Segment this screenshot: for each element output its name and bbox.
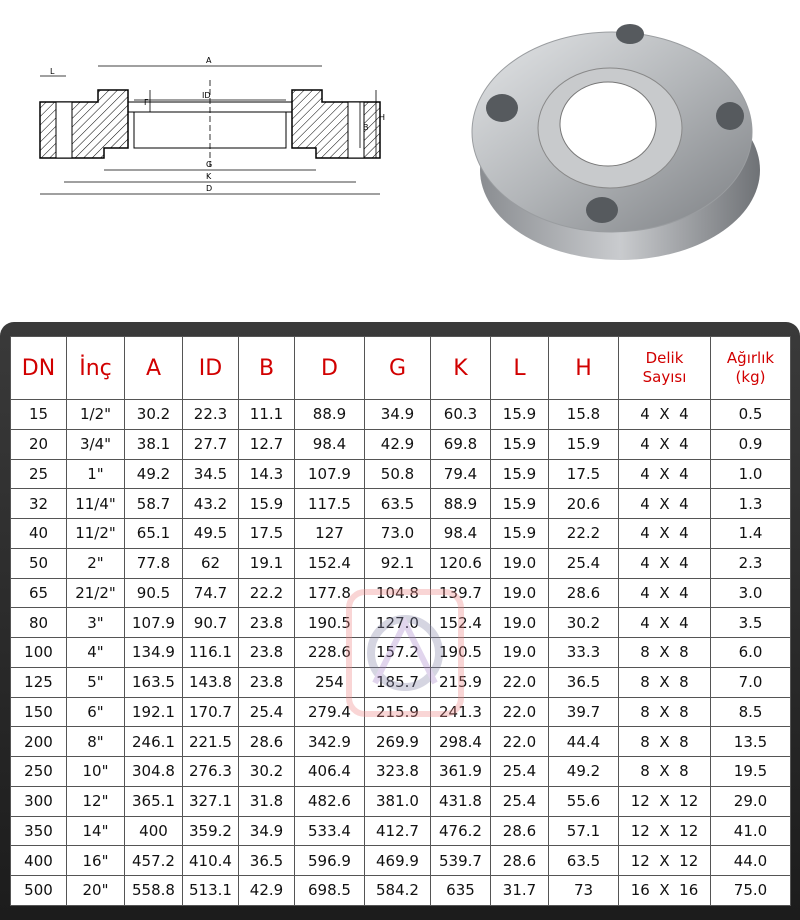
cell-g: 412.7 bbox=[365, 816, 431, 846]
header-delik-sayisi bbox=[619, 337, 711, 400]
dim-label-k: K bbox=[206, 172, 212, 181]
cell-g: 73.0 bbox=[365, 519, 431, 549]
cell-agirlik: 1.0 bbox=[711, 459, 791, 489]
cell-dn: 32 bbox=[11, 489, 67, 519]
cell-a: 65.1 bbox=[125, 519, 183, 549]
cell-h: 39.7 bbox=[549, 697, 619, 727]
cell-h: 49.2 bbox=[549, 757, 619, 787]
cell-id: 49.5 bbox=[183, 519, 239, 549]
cell-d: 279.4 bbox=[295, 697, 365, 727]
cell-delik-sayisi: 12 X 12 bbox=[619, 816, 711, 846]
cell-d: 533.4 bbox=[295, 816, 365, 846]
cell-agirlik: 1.4 bbox=[711, 519, 791, 549]
table-row bbox=[11, 578, 791, 608]
cell-agirlik: 1.3 bbox=[711, 489, 791, 519]
cell-delik-sayisi: 4 X 4 bbox=[619, 400, 711, 430]
cell-delik-sayisi: 4 X 4 bbox=[619, 608, 711, 638]
dim-label-g: G bbox=[206, 160, 213, 169]
table-row bbox=[11, 816, 791, 846]
cell-b: 30.2 bbox=[239, 757, 295, 787]
cell-id: 143.8 bbox=[183, 667, 239, 697]
cell-g: 63.5 bbox=[365, 489, 431, 519]
cell-b: 31.8 bbox=[239, 786, 295, 816]
cell-id: 43.2 bbox=[183, 489, 239, 519]
cell-l: 15.9 bbox=[491, 519, 549, 549]
cell-inc: 6" bbox=[67, 697, 125, 727]
cell-l: 22.0 bbox=[491, 697, 549, 727]
header-delik-line2: Sayısı bbox=[642, 368, 687, 386]
flange-product-image bbox=[462, 20, 762, 265]
cell-a: 134.9 bbox=[125, 638, 183, 668]
cell-b: 12.7 bbox=[239, 429, 295, 459]
cell-dn: 25 bbox=[11, 459, 67, 489]
cell-id: 27.7 bbox=[183, 429, 239, 459]
cell-g: 50.8 bbox=[365, 459, 431, 489]
cell-k: 69.8 bbox=[431, 429, 491, 459]
cell-d: 698.5 bbox=[295, 876, 365, 906]
cell-k: 120.6 bbox=[431, 548, 491, 578]
cell-dn: 125 bbox=[11, 667, 67, 697]
cell-agirlik: 29.0 bbox=[711, 786, 791, 816]
cell-inc: 20" bbox=[67, 876, 125, 906]
cell-h: 44.4 bbox=[549, 727, 619, 757]
header-d: D bbox=[295, 337, 365, 400]
cell-k: 60.3 bbox=[431, 400, 491, 430]
cell-b: 28.6 bbox=[239, 727, 295, 757]
cell-g: 104.8 bbox=[365, 578, 431, 608]
cell-delik-sayisi: 8 X 8 bbox=[619, 697, 711, 727]
cell-inc: 11/4" bbox=[67, 489, 125, 519]
cell-dn: 100 bbox=[11, 638, 67, 668]
cell-id: 34.5 bbox=[183, 459, 239, 489]
cell-delik-sayisi: 8 X 8 bbox=[619, 757, 711, 787]
cell-g: 381.0 bbox=[365, 786, 431, 816]
cell-l: 15.9 bbox=[491, 459, 549, 489]
cell-dn: 250 bbox=[11, 757, 67, 787]
cell-b: 11.1 bbox=[239, 400, 295, 430]
table-row bbox=[11, 608, 791, 638]
cell-inc: 5" bbox=[67, 667, 125, 697]
cell-d: 107.9 bbox=[295, 459, 365, 489]
cell-h: 25.4 bbox=[549, 548, 619, 578]
cell-d: 177.8 bbox=[295, 578, 365, 608]
cell-dn: 80 bbox=[11, 608, 67, 638]
cell-id: 116.1 bbox=[183, 638, 239, 668]
cell-dn: 300 bbox=[11, 786, 67, 816]
cell-inc: 11/2" bbox=[67, 519, 125, 549]
cell-dn: 15 bbox=[11, 400, 67, 430]
cell-h: 55.6 bbox=[549, 786, 619, 816]
cell-a: 30.2 bbox=[125, 400, 183, 430]
dim-label-h: H bbox=[379, 113, 386, 122]
dim-label-b: B bbox=[363, 123, 369, 132]
cell-k: 298.4 bbox=[431, 727, 491, 757]
header-b: B bbox=[239, 337, 295, 400]
header-h: H bbox=[549, 337, 619, 400]
cell-h: 73 bbox=[549, 876, 619, 906]
cell-id: 62 bbox=[183, 548, 239, 578]
table-row bbox=[11, 876, 791, 906]
cell-k: 98.4 bbox=[431, 519, 491, 549]
cell-b: 23.8 bbox=[239, 667, 295, 697]
cell-agirlik: 41.0 bbox=[711, 816, 791, 846]
cell-b: 42.9 bbox=[239, 876, 295, 906]
header-id: ID bbox=[183, 337, 239, 400]
cell-g: 469.9 bbox=[365, 846, 431, 876]
cell-l: 28.6 bbox=[491, 846, 549, 876]
cell-d: 88.9 bbox=[295, 400, 365, 430]
cell-agirlik: 8.5 bbox=[711, 697, 791, 727]
cell-delik-sayisi: 4 X 4 bbox=[619, 429, 711, 459]
cell-k: 139.7 bbox=[431, 578, 491, 608]
cell-agirlik: 0.5 bbox=[711, 400, 791, 430]
cell-agirlik: 3.0 bbox=[711, 578, 791, 608]
cell-d: 482.6 bbox=[295, 786, 365, 816]
table-row bbox=[11, 519, 791, 549]
cell-id: 170.7 bbox=[183, 697, 239, 727]
cell-delik-sayisi: 4 X 4 bbox=[619, 578, 711, 608]
cell-k: 88.9 bbox=[431, 489, 491, 519]
cell-dn: 40 bbox=[11, 519, 67, 549]
cell-delik-sayisi: 4 X 4 bbox=[619, 519, 711, 549]
cell-k: 152.4 bbox=[431, 608, 491, 638]
cell-agirlik: 13.5 bbox=[711, 727, 791, 757]
cell-a: 38.1 bbox=[125, 429, 183, 459]
table-row bbox=[11, 489, 791, 519]
table-body bbox=[11, 400, 791, 906]
cell-agirlik: 7.0 bbox=[711, 667, 791, 697]
cell-h: 15.9 bbox=[549, 429, 619, 459]
cell-a: 304.8 bbox=[125, 757, 183, 787]
cell-delik-sayisi: 8 X 8 bbox=[619, 667, 711, 697]
cell-l: 19.0 bbox=[491, 548, 549, 578]
cell-b: 19.1 bbox=[239, 548, 295, 578]
dim-label-l: L bbox=[50, 67, 55, 76]
cell-d: 228.6 bbox=[295, 638, 365, 668]
cell-inc: 12" bbox=[67, 786, 125, 816]
cell-k: 190.5 bbox=[431, 638, 491, 668]
cell-id: 276.3 bbox=[183, 757, 239, 787]
cell-agirlik: 6.0 bbox=[711, 638, 791, 668]
cell-dn: 20 bbox=[11, 429, 67, 459]
table-row bbox=[11, 846, 791, 876]
cell-g: 127.0 bbox=[365, 608, 431, 638]
table-row bbox=[11, 727, 791, 757]
cell-l: 31.7 bbox=[491, 876, 549, 906]
table-row bbox=[11, 548, 791, 578]
cell-dn: 150 bbox=[11, 697, 67, 727]
table-header-row bbox=[11, 337, 791, 400]
cell-id: 513.1 bbox=[183, 876, 239, 906]
cell-id: 359.2 bbox=[183, 816, 239, 846]
table-row bbox=[11, 429, 791, 459]
cell-id: 327.1 bbox=[183, 786, 239, 816]
table-row bbox=[11, 786, 791, 816]
cell-l: 28.6 bbox=[491, 816, 549, 846]
cell-l: 25.4 bbox=[491, 757, 549, 787]
cell-agirlik: 0.9 bbox=[711, 429, 791, 459]
cell-h: 33.3 bbox=[549, 638, 619, 668]
cell-agirlik: 44.0 bbox=[711, 846, 791, 876]
dim-label-d: D bbox=[206, 184, 213, 193]
cell-l: 25.4 bbox=[491, 786, 549, 816]
cell-delik-sayisi: 12 X 12 bbox=[619, 786, 711, 816]
cell-a: 365.1 bbox=[125, 786, 183, 816]
cell-a: 90.5 bbox=[125, 578, 183, 608]
cell-d: 117.5 bbox=[295, 489, 365, 519]
cell-k: 635 bbox=[431, 876, 491, 906]
header-g: G bbox=[365, 337, 431, 400]
cell-g: 269.9 bbox=[365, 727, 431, 757]
cell-inc: 8" bbox=[67, 727, 125, 757]
cell-delik-sayisi: 4 X 4 bbox=[619, 459, 711, 489]
cell-h: 20.6 bbox=[549, 489, 619, 519]
cell-g: 185.7 bbox=[365, 667, 431, 697]
cell-h: 28.6 bbox=[549, 578, 619, 608]
cell-h: 36.5 bbox=[549, 667, 619, 697]
cell-h: 30.2 bbox=[549, 608, 619, 638]
header-inc: İnç bbox=[67, 337, 125, 400]
cell-l: 22.0 bbox=[491, 727, 549, 757]
cell-g: 92.1 bbox=[365, 548, 431, 578]
flange-dimensions-table bbox=[10, 336, 791, 906]
cell-b: 17.5 bbox=[239, 519, 295, 549]
dim-label-a: A bbox=[206, 56, 212, 65]
cell-d: 406.4 bbox=[295, 757, 365, 787]
cell-a: 192.1 bbox=[125, 697, 183, 727]
cell-h: 63.5 bbox=[549, 846, 619, 876]
cell-inc: 2" bbox=[67, 548, 125, 578]
table-row bbox=[11, 400, 791, 430]
cell-id: 90.7 bbox=[183, 608, 239, 638]
header-a: A bbox=[125, 337, 183, 400]
table-row bbox=[11, 697, 791, 727]
cell-d: 127 bbox=[295, 519, 365, 549]
cell-agirlik: 2.3 bbox=[711, 548, 791, 578]
cell-dn: 65 bbox=[11, 578, 67, 608]
table-row bbox=[11, 667, 791, 697]
cell-l: 19.0 bbox=[491, 578, 549, 608]
cell-inc: 10" bbox=[67, 757, 125, 787]
cell-d: 152.4 bbox=[295, 548, 365, 578]
cell-inc: 1" bbox=[67, 459, 125, 489]
cell-g: 34.9 bbox=[365, 400, 431, 430]
header-l: L bbox=[491, 337, 549, 400]
header-dn: DN bbox=[11, 337, 67, 400]
cell-delik-sayisi: 12 X 12 bbox=[619, 846, 711, 876]
cell-b: 25.4 bbox=[239, 697, 295, 727]
cell-a: 246.1 bbox=[125, 727, 183, 757]
cell-d: 596.9 bbox=[295, 846, 365, 876]
cell-b: 36.5 bbox=[239, 846, 295, 876]
cell-dn: 400 bbox=[11, 846, 67, 876]
flange-cross-section-diagram bbox=[30, 50, 400, 210]
cell-agirlik: 75.0 bbox=[711, 876, 791, 906]
cell-b: 23.8 bbox=[239, 608, 295, 638]
cell-inc: 14" bbox=[67, 816, 125, 846]
dim-label-f: F bbox=[144, 98, 149, 107]
cell-h: 15.8 bbox=[549, 400, 619, 430]
cell-k: 215.9 bbox=[431, 667, 491, 697]
dim-label-id: ID bbox=[202, 91, 211, 100]
cell-inc: 4" bbox=[67, 638, 125, 668]
cell-id: 22.3 bbox=[183, 400, 239, 430]
cell-a: 163.5 bbox=[125, 667, 183, 697]
cell-h: 57.1 bbox=[549, 816, 619, 846]
cell-a: 457.2 bbox=[125, 846, 183, 876]
cell-d: 98.4 bbox=[295, 429, 365, 459]
cell-delik-sayisi: 4 X 4 bbox=[619, 489, 711, 519]
cell-agirlik: 19.5 bbox=[711, 757, 791, 787]
cell-l: 22.0 bbox=[491, 667, 549, 697]
cell-id: 74.7 bbox=[183, 578, 239, 608]
header-agirlik-line1: Ağırlık bbox=[726, 349, 775, 367]
cell-inc: 1/2" bbox=[67, 400, 125, 430]
cell-id: 221.5 bbox=[183, 727, 239, 757]
cell-k: 79.4 bbox=[431, 459, 491, 489]
cell-d: 342.9 bbox=[295, 727, 365, 757]
cell-g: 584.2 bbox=[365, 876, 431, 906]
cell-inc: 3/4" bbox=[67, 429, 125, 459]
cell-id: 410.4 bbox=[183, 846, 239, 876]
header-k: K bbox=[431, 337, 491, 400]
cell-delik-sayisi: 16 X 16 bbox=[619, 876, 711, 906]
cell-dn: 200 bbox=[11, 727, 67, 757]
cell-delik-sayisi: 4 X 4 bbox=[619, 548, 711, 578]
cell-inc: 21/2" bbox=[67, 578, 125, 608]
cell-h: 17.5 bbox=[549, 459, 619, 489]
cell-g: 215.9 bbox=[365, 697, 431, 727]
cell-d: 190.5 bbox=[295, 608, 365, 638]
cell-dn: 50 bbox=[11, 548, 67, 578]
cell-inc: 16" bbox=[67, 846, 125, 876]
cell-l: 15.9 bbox=[491, 400, 549, 430]
table-row bbox=[11, 757, 791, 787]
cell-b: 15.9 bbox=[239, 489, 295, 519]
cell-inc: 3" bbox=[67, 608, 125, 638]
cell-delik-sayisi: 8 X 8 bbox=[619, 638, 711, 668]
cell-k: 431.8 bbox=[431, 786, 491, 816]
cell-dn: 500 bbox=[11, 876, 67, 906]
cell-d: 254 bbox=[295, 667, 365, 697]
cell-g: 42.9 bbox=[365, 429, 431, 459]
cell-b: 22.2 bbox=[239, 578, 295, 608]
cell-g: 157.2 bbox=[365, 638, 431, 668]
cell-l: 15.9 bbox=[491, 489, 549, 519]
header-delik-line1: Delik bbox=[645, 349, 684, 367]
cell-a: 77.8 bbox=[125, 548, 183, 578]
table-row bbox=[11, 638, 791, 668]
cell-b: 23.8 bbox=[239, 638, 295, 668]
header-agirlik-line2: (kg) bbox=[735, 368, 766, 386]
cell-l: 19.0 bbox=[491, 638, 549, 668]
cell-a: 107.9 bbox=[125, 608, 183, 638]
cell-k: 241.3 bbox=[431, 697, 491, 727]
table-row bbox=[11, 459, 791, 489]
cell-a: 49.2 bbox=[125, 459, 183, 489]
cell-b: 14.3 bbox=[239, 459, 295, 489]
cell-dn: 350 bbox=[11, 816, 67, 846]
cell-b: 34.9 bbox=[239, 816, 295, 846]
cell-a: 558.8 bbox=[125, 876, 183, 906]
cell-k: 476.2 bbox=[431, 816, 491, 846]
cell-k: 539.7 bbox=[431, 846, 491, 876]
cell-g: 323.8 bbox=[365, 757, 431, 787]
cell-a: 58.7 bbox=[125, 489, 183, 519]
cell-a: 400 bbox=[125, 816, 183, 846]
cell-l: 15.9 bbox=[491, 429, 549, 459]
cell-agirlik: 3.5 bbox=[711, 608, 791, 638]
cell-k: 361.9 bbox=[431, 757, 491, 787]
cell-l: 19.0 bbox=[491, 608, 549, 638]
cell-h: 22.2 bbox=[549, 519, 619, 549]
header-agirlik bbox=[711, 337, 791, 400]
cell-delik-sayisi: 8 X 8 bbox=[619, 727, 711, 757]
